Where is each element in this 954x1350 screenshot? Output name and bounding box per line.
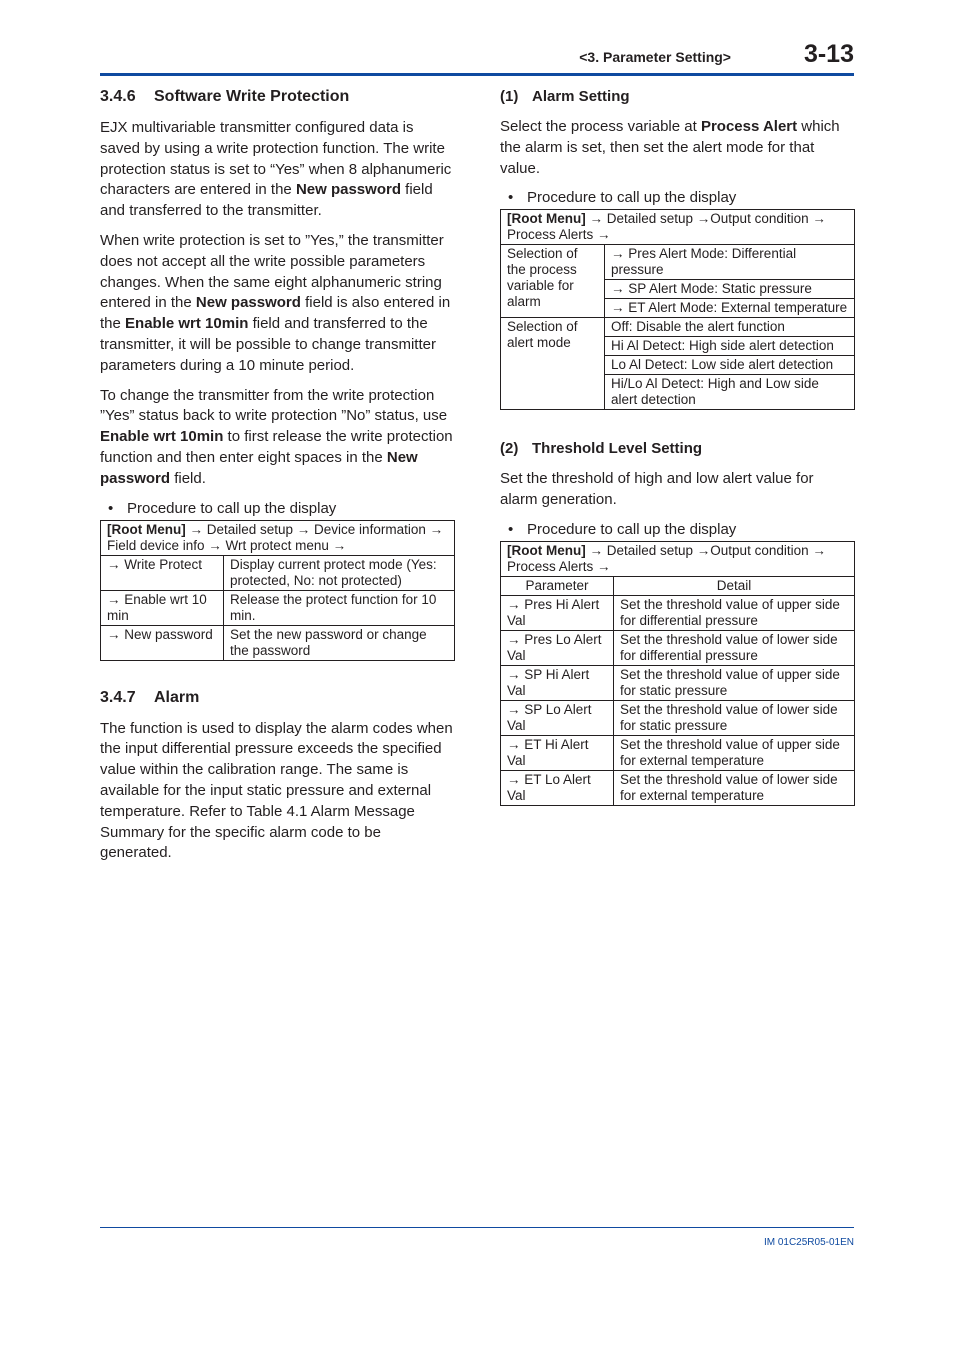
detail-cell: Set the threshold value of upper side for static pressure bbox=[614, 665, 855, 700]
write-protect-table bbox=[100, 520, 455, 661]
subsection-heading-threshold bbox=[500, 438, 855, 460]
paragraph: Set the threshold of high and low alert value for alarm generation. bbox=[500, 470, 814, 509]
detail-cell: Set the new password or change the password bbox=[224, 625, 455, 660]
table-row bbox=[501, 630, 855, 665]
left-column bbox=[100, 86, 455, 873]
option-cell: Hi/Lo Al Detect: High and Low side alert detection bbox=[605, 375, 855, 410]
bullet-item: • Procedure to call up the display bbox=[108, 499, 337, 517]
detail-cell: Set the threshold value of upper side for external temperature bbox=[614, 735, 855, 770]
table-row bbox=[501, 700, 855, 735]
param-cell: → Pres Hi Alert Val bbox=[501, 595, 614, 630]
threshold-table bbox=[500, 541, 855, 806]
detail-cell: Display current protect mode (Yes: protected, No: not protected) bbox=[224, 555, 455, 590]
document-code: IM 01C25R05-01EN bbox=[763, 1237, 854, 1248]
alarm-setting-table bbox=[500, 209, 855, 410]
table-row bbox=[501, 541, 855, 576]
table-row bbox=[101, 625, 455, 660]
param-cell: → SP Lo Alert Val bbox=[501, 700, 614, 735]
option-cell: Hi Al Detect: High side alert detection bbox=[605, 337, 855, 356]
detail-cell: Set the threshold value of lower side for external temperature bbox=[614, 770, 855, 805]
paragraph: EJX multivariable transmitter configured data is saved by using a write protection function. The write protection status is set to “Yes” when 8 alphanumeric characters are entered in the New password field and transferred to the transmitter. bbox=[100, 119, 452, 220]
table-header-row bbox=[501, 576, 855, 595]
right-column bbox=[500, 86, 855, 806]
param-cell: → Write Protect bbox=[101, 555, 224, 590]
subsection-number: (2) bbox=[500, 440, 519, 458]
bullet-item: • Procedure to call up the display bbox=[508, 520, 737, 538]
table-row bbox=[501, 245, 855, 280]
section-title: Software Write Protection bbox=[154, 88, 350, 105]
table-row bbox=[501, 318, 855, 337]
paragraph: To change the transmitter from the write protection ”Yes” status back to write protection ”No” status, use Enable wrt 10min to first release the write protection function and then enter eight spaces in the New password field. bbox=[100, 386, 453, 487]
menu-path-cell: [Root Menu] → Detailed setup →Output condition → Process Alerts → bbox=[501, 541, 855, 576]
bullet-item: • Procedure to call up the display bbox=[508, 189, 737, 207]
option-cell: → ET Alert Mode: External temperature bbox=[605, 299, 855, 318]
table-row bbox=[501, 665, 855, 700]
section-heading-3-4-7 bbox=[100, 687, 455, 709]
option-cell: → SP Alert Mode: Static pressure bbox=[605, 280, 855, 299]
menu-path-cell: [Root Menu] → Detailed setup → Device information → Field device info → Wrt protect menu → bbox=[101, 520, 455, 555]
detail-cell: Set the threshold value of upper side for differential pressure bbox=[614, 595, 855, 630]
param-cell: → New password bbox=[101, 625, 224, 660]
table-row bbox=[501, 210, 855, 245]
section-heading-3-4-6 bbox=[100, 86, 455, 108]
param-cell: → ET Hi Alert Val bbox=[501, 735, 614, 770]
column-header-parameter: Parameter bbox=[501, 576, 614, 595]
param-cell: → Enable wrt 10 min bbox=[101, 590, 224, 625]
group-label-cell: Selection of alert mode bbox=[501, 318, 605, 410]
paragraph: Select the process variable at Process Alert which the alarm is set, then set the alert mode for that value. bbox=[500, 118, 840, 177]
param-cell: → Pres Lo Alert Val bbox=[501, 630, 614, 665]
subsection-title: Threshold Level Setting bbox=[532, 440, 703, 458]
option-cell: Lo Al Detect: Low side alert detection bbox=[605, 356, 855, 375]
param-cell: → SP Hi Alert Val bbox=[501, 665, 614, 700]
footer-rule bbox=[100, 1227, 854, 1228]
table-row bbox=[101, 520, 455, 555]
section-number: 3.4.7 bbox=[100, 688, 136, 706]
detail-cell: Release the protect function for 10 min. bbox=[224, 590, 455, 625]
section-number: 3.4.6 bbox=[100, 88, 136, 105]
paragraph: When write protection is set to ”Yes,” the transmitter does not accept all the write possible parameters changes. When the same eight alphanumeric string entered in the New password field is also entered in the Enable wrt 10min field and transferred to the transmitter, it will be possible to change transmitter parameters during a 10 minute period. bbox=[100, 231, 451, 374]
detail-cell: Set the threshold value of lower side for differential pressure bbox=[614, 630, 855, 665]
subsection-number: (1) bbox=[500, 88, 519, 105]
running-header-chapter: <3. Parameter Setting> bbox=[579, 49, 731, 65]
option-cell: → Pres Alert Mode: Differential pressure bbox=[605, 245, 855, 280]
group-label-cell: Selection of the process variable for alarm bbox=[501, 245, 605, 318]
table-row bbox=[501, 595, 855, 630]
option-cell: Off: Disable the alert function bbox=[605, 318, 855, 337]
table-row bbox=[501, 770, 855, 805]
param-cell: → ET Lo Alert Val bbox=[501, 770, 614, 805]
table-row bbox=[101, 555, 455, 590]
menu-path-cell: [Root Menu] → Detailed setup →Output condition → Process Alerts → bbox=[501, 210, 855, 245]
subsection-heading-alarm-setting bbox=[500, 86, 855, 108]
column-header-detail: Detail bbox=[614, 576, 855, 595]
table-row bbox=[101, 590, 455, 625]
header-rule bbox=[100, 73, 854, 76]
paragraph: The function is used to display the alarm codes when the input differential pressure exceeds the specified value within the calibration range. The same is available for the input static pressure and external temperature. Refer to Table 4.1 Alarm Message Summary for the specific alarm code to be generated. bbox=[100, 719, 453, 862]
section-title: Alarm bbox=[154, 688, 200, 706]
subsection-title: Alarm Setting bbox=[532, 88, 630, 105]
detail-cell: Set the threshold value of lower side for static pressure bbox=[614, 700, 855, 735]
table-row bbox=[501, 735, 855, 770]
page-number: 3-13 bbox=[803, 40, 854, 68]
